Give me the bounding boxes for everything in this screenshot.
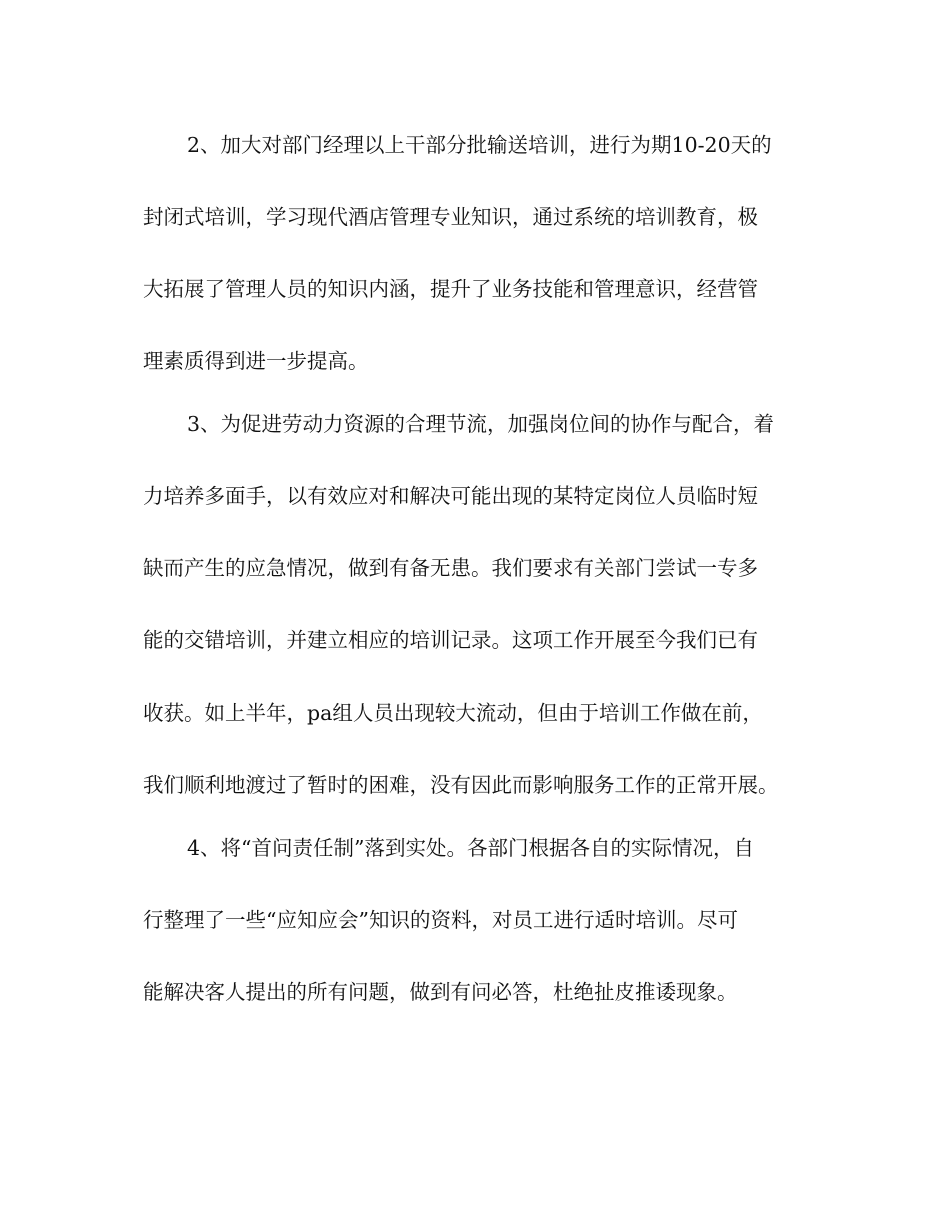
paragraph-2-line-2: 封闭式培训，学习现代酒店管理专业知识，通过系统的培训教育，极 <box>143 205 758 229</box>
paragraph-4-line-3: 能解决客人提出的所有问题，做到有问必答，杜绝扯皮推诿现象。 <box>143 980 738 1004</box>
paragraph-3-line-6: 我们顺利地渡过了暂时的困难，没有因此而影响服务工作的正常开展。 <box>143 773 779 797</box>
paragraph-3-line-5: 收获。如上半年，pa组人员出现较大流动，但由于培训工作做在前， <box>143 701 763 725</box>
paragraph-2-line-3: 大拓展了管理人员的知识内涵，提升了业务技能和管理意识，经营管 <box>143 277 758 301</box>
paragraph-3-line-3: 缺而产生的应急情况，做到有备无患。我们要求有关部门尝试一专多 <box>143 556 758 580</box>
paragraph-4-line-2: 行整理了一些“应知应会”知识的资料，对员工进行适时培训。尽可 <box>143 908 738 932</box>
paragraph-3-line-1: 3、为促进劳动力资源的合理节流，加强岗位间的协作与配合，着 <box>187 412 775 436</box>
paragraph-3-line-2: 力培养多面手，以有效应对和解决可能出现的某特定岗位人员临时短 <box>143 484 758 508</box>
paragraph-2-line-1: 2、加大对部门经理以上干部分批输送培训，进行为期10-20天的 <box>187 133 772 157</box>
paragraph-3-line-4: 能的交错培训，并建立相应的培训记录。这项工作开展至今我们已有 <box>143 628 758 652</box>
paragraph-4-line-1: 4、将“首问责任制”落到实处。各部门根据各自的实际情况，自 <box>187 836 755 860</box>
paragraph-2-line-4: 理素质得到进一步提高。 <box>143 349 369 373</box>
